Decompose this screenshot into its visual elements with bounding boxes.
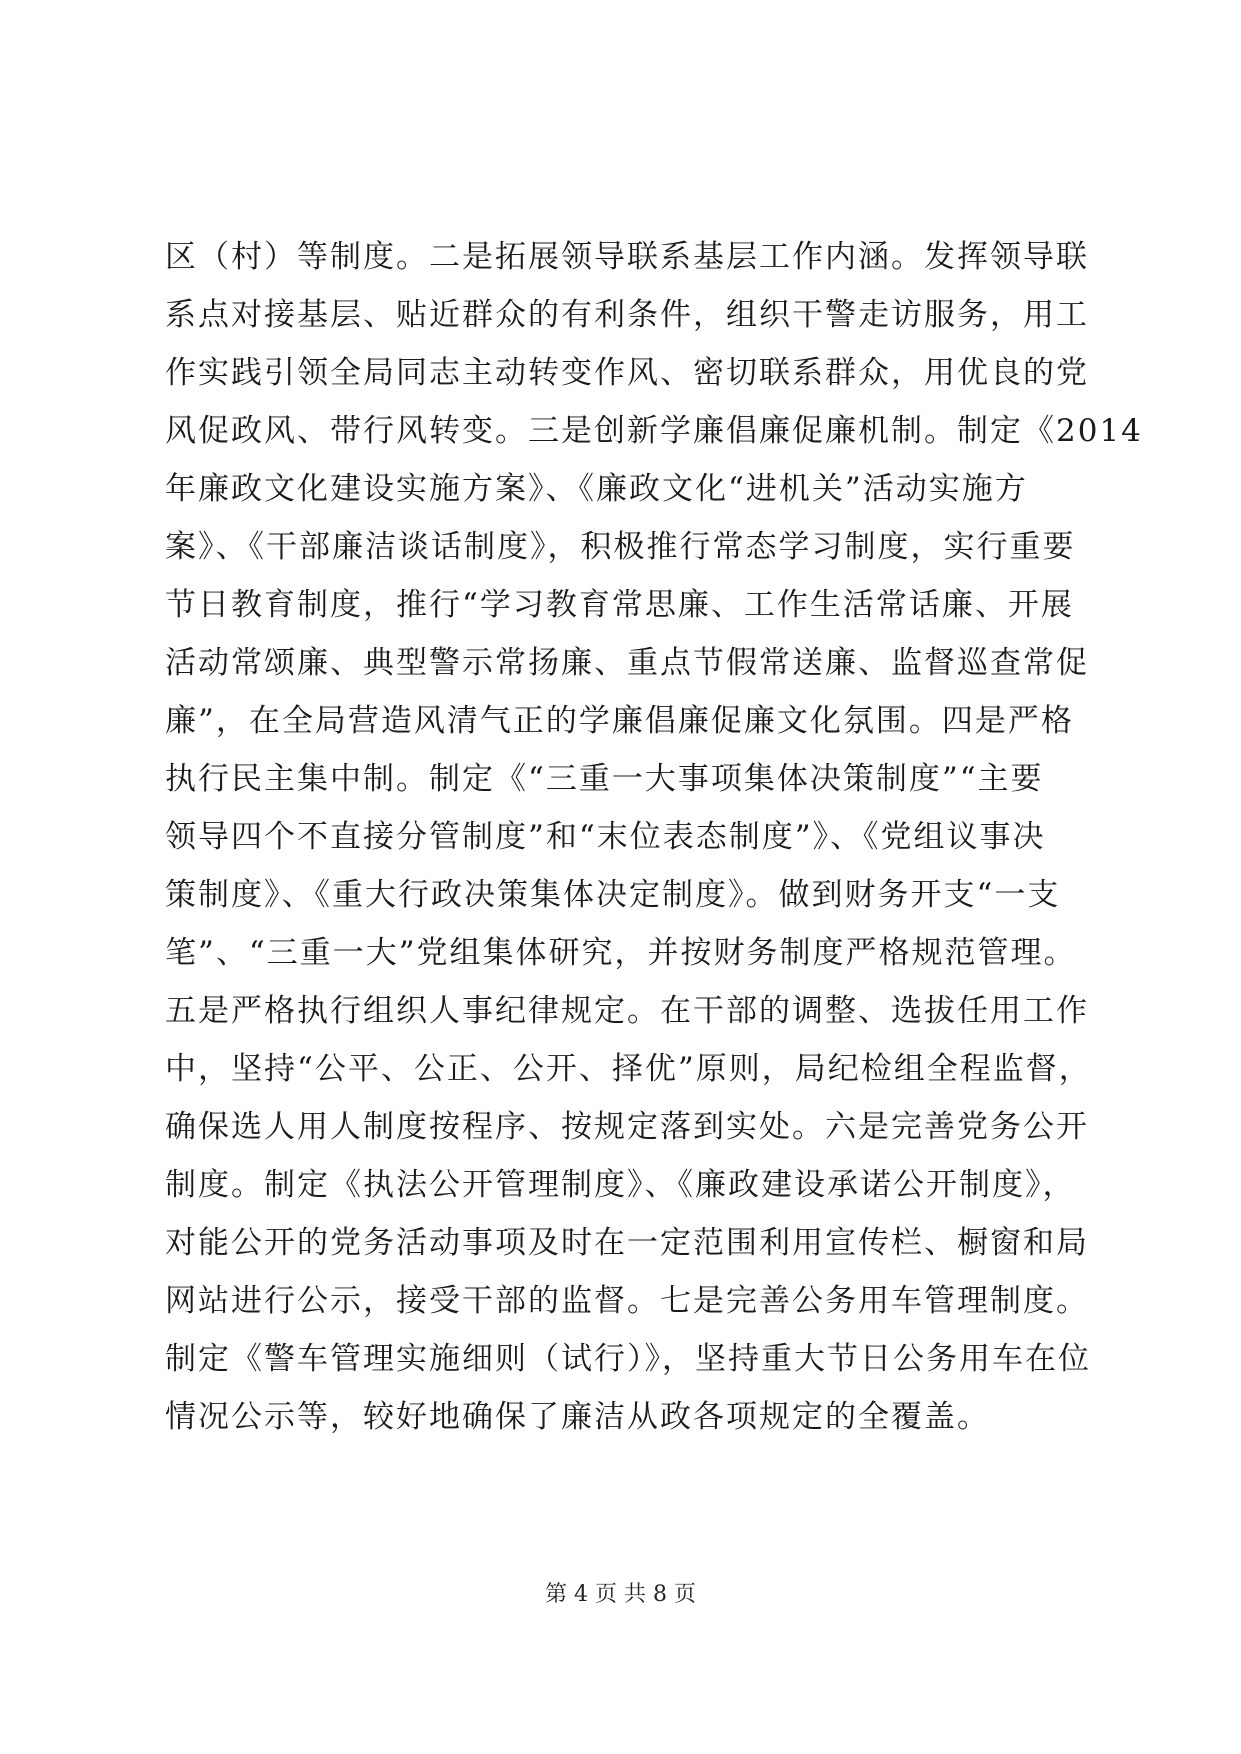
text-line: 笔”、“三重一大”党组集体研究，并按财务制度严格规范管理。 [165,935,1077,971]
text-line: 对能公开的党务活动事项及时在一定范围利用宣传栏、橱窗和局 [165,1225,1089,1261]
page-number-footer: 第 4 页 共 8 页 [545,1582,696,1607]
text-line: 廉”，在全局营造风清气正的学廉倡廉促廉文化氛围。四是严格 [165,703,1074,739]
text-line: 中，坚持“公平、公正、公开、择优”原则，局纪检组全程监督， [165,1051,1092,1087]
text-line: 系点对接基层、贴近群众的有利条件，组织干警走访服务，用工 [165,297,1089,333]
text-line: 区（村）等制度。二是拓展领导联系基层工作内涵。发挥领导联 [165,239,1089,275]
text-line: 领导四个不直接分管制度”和“末位表态制度”》、《党组议事决 [165,819,1046,855]
text-line: 年廉政文化建设实施方案》、《廉政文化“进机关”活动实施方 [165,471,1028,507]
text-line: 情况公示等，较好地确保了廉洁从政各项规定的全覆盖。 [165,1399,990,1435]
text-line: 策制度》、《重大行政决策集体决定制度》。做到财务开支“一支 [165,877,1061,913]
text-line: 确保选人用人制度按程序、按规定落到实处。六是完善党务公开 [165,1109,1089,1145]
text-line: 风促政风、带行风转变。三是创新学廉倡廉促廉机制。制定《2014 [165,413,1143,449]
text-line: 作实践引领全局同志主动转变作风、密切联系群众，用优良的党 [165,355,1089,391]
text-line: 网站进行公示，接受干部的监督。七是完善公务用车管理制度。 [165,1283,1089,1319]
text-line: 活动常颂廉、典型警示常扬廉、重点节假常送廉、监督巡查常促 [165,645,1089,681]
text-line: 执行民主集中制。制定《“三重一大事项集体决策制度”“主要 [165,761,1044,797]
text-line: 案》、《干部廉洁谈话制度》，积极推行常态学习制度，实行重要 [165,529,1076,565]
document-body [165,228,1143,1446]
text-line: 制度。制定《执法公开管理制度》、《廉政建设承诺公开制度》， [165,1167,1076,1203]
text-line: 制定《警车管理实施细则（试行）》，坚持重大节日公务用车在位 [165,1341,1091,1377]
text-line: 五是严格执行组织人事纪律规定。在干部的调整、选拔任用工作 [165,993,1089,1029]
text-line: 节日教育制度，推行“学习教育常思廉、工作生活常话廉、开展 [165,587,1074,623]
